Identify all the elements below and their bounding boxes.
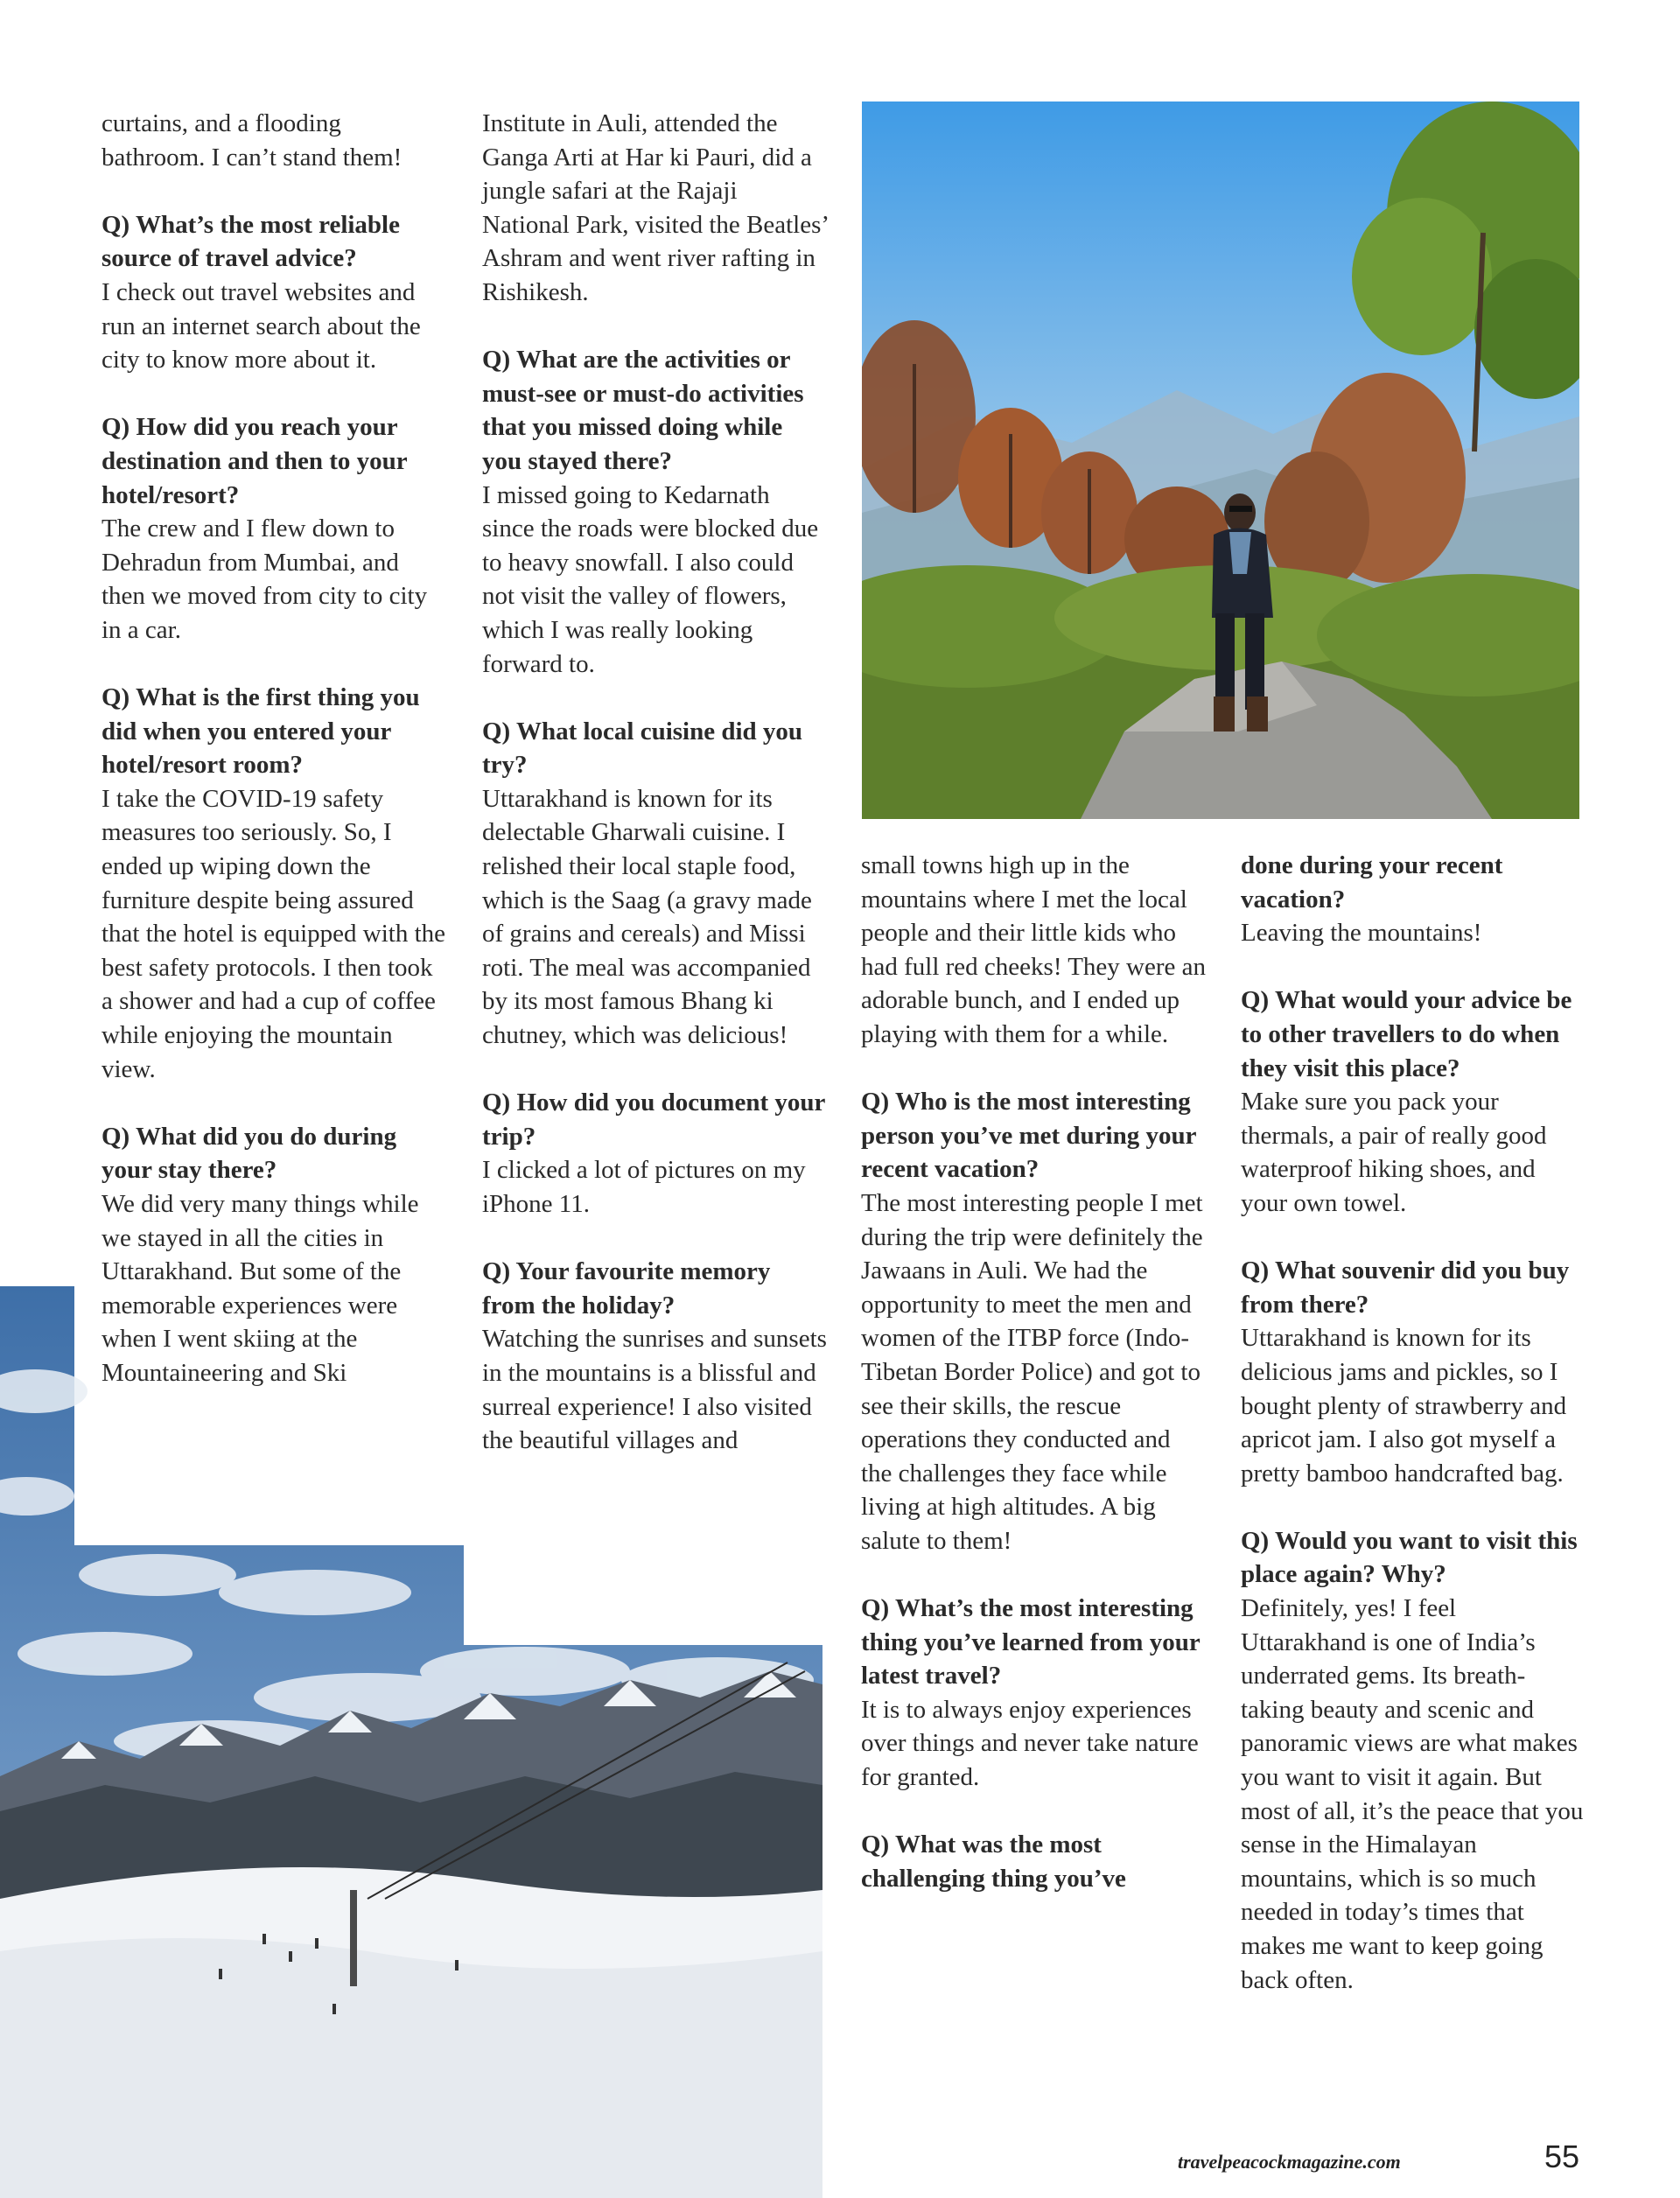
qa-block <box>861 1828 1207 1895</box>
qa-block <box>861 1085 1207 1558</box>
answer-text: It is to always enjoy experiences over things and never take nature for granted. <box>861 1695 1199 1792</box>
photo-hiker-on-rock <box>862 102 1579 819</box>
article-column-1 <box>102 107 447 1424</box>
answer-text: I clicked a lot of pictures on my iPhone 11. <box>482 1156 806 1218</box>
question-heading: Q) Your favourite memory from the holiday? <box>482 1257 771 1320</box>
qa-block <box>482 107 828 310</box>
answer-text: We did very many things while we stayed in all the cities in Uttarakhand. But some of the memorable experiences were when I went skiing at the Mountaineering and Ski <box>102 1190 419 1387</box>
footer-website: travelpeacockmagazine.com <box>1178 2151 1401 2173</box>
page-number: 55 <box>1544 2138 1580 2174</box>
answer-text: The most interesting people I met during the trip were definitely the Jawaans in Auli. We had the opportunity to meet the men and women of the ITBP force (Indo- Tibetan Border Police) and got to see their skills, the rescue operations they conducted and the challenges they face while living at high altitudes. A big salute to them! <box>861 1188 1203 1555</box>
qa-block <box>482 343 828 681</box>
article-column-2 <box>482 107 828 1491</box>
qa-block <box>1241 984 1586 1220</box>
question-heading: done during your recent vacation? <box>1241 851 1503 914</box>
answer-text: Leaving the mountains! <box>1241 919 1482 948</box>
qa-block <box>482 715 828 1053</box>
qa-block <box>102 681 447 1086</box>
qa-block <box>861 849 1207 1052</box>
answer-text: I check out travel websites and run an internet search about the city to know more about it. <box>102 277 421 374</box>
question-heading: Q) How did you reach your destination and then to your hotel/resort? <box>102 413 408 509</box>
question-heading: Q) What’s the most interesting thing you’ve learned from your latest travel? <box>861 1594 1200 1690</box>
qa-block <box>1241 1254 1586 1490</box>
qa-block <box>102 107 447 174</box>
qa-block <box>861 1592 1207 1795</box>
article-column-4 <box>1241 849 1586 2031</box>
answer-text: Definitely, yes! I feel Uttarakhand is one of India’s underrated gems. Its breath-taking beauty and scenic and panoramic views are what makes you want to visit it again. But most of all, it’s the peace that you sense in the Himalayan mountains, which is so much needed in today’s times that makes me want to keep going back often. <box>1241 1594 1584 1994</box>
question-heading: Q) What’s the most reliable source of travel advice? <box>102 210 400 273</box>
answer-text: curtains, and a flooding bathroom. I can’t stand them! <box>102 109 402 172</box>
question-heading: Q) What local cuisine did you try? <box>482 717 803 780</box>
answer-text: I missed going to Kedarnath since the roads were blocked due to heavy snowfall. I also could not visit the valley of flowers, which I was really looking forward to. <box>482 480 819 678</box>
question-heading: Q) What are the activities or must-see or must-do activities that you missed doing while you stayed there? <box>482 346 804 475</box>
answer-text: Make sure you pack your thermals, a pair of really good waterproof hiking shoes, and your own towel. <box>1241 1088 1547 1217</box>
answer-text: small towns high up in the mountains where I met the local people and their little kids who had full red cheeks! They were an adorable bunch, and I ended up playing with them for a while. <box>861 851 1207 1048</box>
question-heading: Q) What souvenir did you buy from there? <box>1241 1256 1570 1319</box>
question-heading: Q) What did you do during your stay there? <box>102 1122 397 1185</box>
article-column-3 <box>861 849 1207 1929</box>
question-heading: Q) What was the most challenging thing you’ve <box>861 1830 1126 1893</box>
qa-block <box>1241 1524 1586 1997</box>
answer-text: Watching the sunrises and sunsets in the mountains is a blissful and surreal experience! I also visited the beautiful villages and <box>482 1325 827 1455</box>
question-heading: Q) How did you document your trip? <box>482 1088 825 1151</box>
answer-text: Uttarakhand is known for its delicious jams and pickles, so I bought plenty of strawberry and apricot jam. I also got myself a pretty bamboo handcrafted bag. <box>1241 1324 1567 1488</box>
answer-text: The crew and I flew down to Dehradun from Mumbai, and then we moved from city to city in a car. <box>102 514 428 644</box>
answer-text: Uttarakhand is known for its delectable Gharwali cuisine. I relished their local staple food, which is the Saag (a gravy made of grains and cereals) and Missi roti. The meal was accompanied by its most famous Bhang ki chutney, which was delicious! <box>482 784 812 1050</box>
question-heading: Q) Who is the most interesting person you’ve met during your recent vacation? <box>861 1088 1196 1184</box>
question-heading: Q) What would your advice be to other travellers to do when they visit this place? <box>1241 986 1572 1082</box>
qa-block <box>102 208 447 377</box>
answer-text: I take the COVID-19 safety measures too seriously. So, I ended up wiping down the furniture despite being assured that the hotel is equipped with the best safety protocols. I then took a shower and had a cup of coffee while enjoying the mountain view. <box>102 784 446 1083</box>
qa-block <box>482 1255 828 1458</box>
question-heading: Q) What is the first thing you did when you entered your hotel/resort room? <box>102 683 420 780</box>
question-heading: Q) Would you want to visit this place again? Why? <box>1241 1526 1578 1589</box>
qa-block <box>1241 849 1586 950</box>
qa-block <box>482 1086 828 1221</box>
answer-text: Institute in Auli, attended the Ganga Arti at Har ki Pauri, did a jungle safari at the Rajaji National Park, visited the Beatles’ Ashram and went river rafting in Rishikesh. <box>482 109 828 306</box>
qa-block <box>102 1120 447 1390</box>
qa-block <box>102 410 447 647</box>
